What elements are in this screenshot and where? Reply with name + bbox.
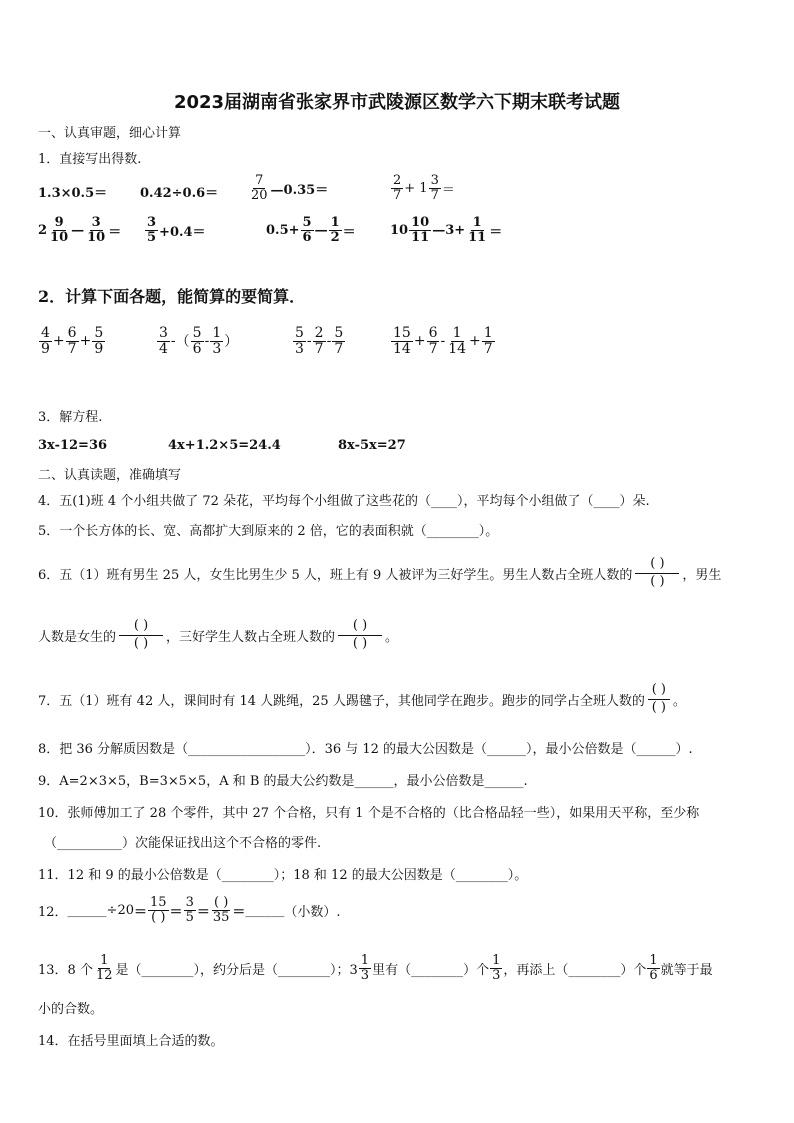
section-2-heading: 二、认真读题，准确填写 — [38, 468, 182, 483]
q11-text: 11．12 和 9 的最小公倍数是（________）；18 和 12 的最大公因数是（________）。 — [38, 868, 528, 883]
q1-item-d: $\frac{2}{7}$ + 1 $\frac{3}{7}$ ＝ — [393, 173, 455, 203]
q2-item-d: $\frac{15}{14}$ + $\frac{6}{7}$ - $\frac{1}{14}$ + $\frac{1}{7}$ — [393, 325, 493, 357]
q3-eq-b: 4x+1.2×5=24.4 — [168, 438, 281, 453]
q5-text: 5．一个长方体的长、宽、高都扩大到原来的 2 倍，它的表面积就（________）。 — [38, 524, 499, 539]
q3-label: 3．解方程. — [38, 410, 103, 425]
q9-text: 9．A=2×3×5，B=3×5×5，A 和 B 的最大公约数是______，最小公倍数是______. — [38, 774, 528, 789]
q6-line-2: 人数是女生的 ( ) ( ) ，三好学生人数占全班人数的 ( ) ( ) 。 — [38, 618, 399, 651]
answer-fraction-blank[interactable]: ( ) ( ) — [338, 618, 382, 653]
q1-item-g: 0.5+ $\frac{5}{6}$ — $\frac{1}{2}$ ＝ — [266, 215, 356, 245]
q1-item-e: 2 $\frac{9}{10}$ — $\frac{3}{10}$ ＝ — [38, 215, 122, 245]
q13-line-1: 13．8 个 $\frac{1}{12}$ 是（________），约分后是（________）；3 $\frac{1}{3}$ 里有（________）个 $\frac{1}{3}$ ，再添上（________）个 $\frac{1}{6}$ 就等于最 — [38, 953, 713, 983]
q13-line-2: 小的合数。 — [38, 1002, 104, 1017]
q1-label: 1．直接写出得数. — [38, 152, 142, 167]
answer-fraction-blank[interactable]: ( ) ( ) — [119, 618, 163, 653]
fraction: $\frac{1}{2}$ — [330, 215, 340, 245]
q10-line-1: 10．张师傅加工了 28 个零件，其中 27 个合格，只有 1 个是不合格的（比合格品轻一些），如果用天平称，至少称 — [38, 806, 700, 821]
q6-line-1: 6．五（1）班有男生 25 人，女生比男生少 5 人，班上有 9 人被评为三好学生。男生人数占全班人数的 ( ) ( ) ，男生 — [38, 556, 722, 589]
fraction: $\frac{3}{5}$ — [147, 215, 157, 245]
q2-item-a: $\frac{4}{9}$ + $\frac{6}{7}$ + $\frac{5}{9}$ — [41, 325, 104, 357]
q2-label: 2．计算下面各题，能简算的要简算． — [38, 287, 306, 306]
q7-text: 7．五（1）班有 42 人，课间时有 14 人跳绳，25 人踢毽子，其他同学在跑步。跑步的同学占全班人数的 ( ) ( ) 。 — [38, 682, 686, 715]
fraction: $\frac{9}{10}$ — [50, 215, 69, 245]
page-title: 2023届湖南省张家界市武陵源区数学六下期末联考试题 — [173, 92, 621, 113]
fraction: $\frac{2}{7}$ — [393, 173, 402, 203]
q3-eq-a: 3x-12=36 — [38, 438, 108, 453]
fraction: $\frac{10}{11}$ — [411, 215, 430, 245]
q3-eq-c: 8x-5x=27 — [338, 438, 406, 453]
fraction: $\frac{1}{11}$ — [468, 215, 487, 245]
section-1-heading: 一、认真审题，细心计算 — [38, 126, 182, 141]
q14-text: 14．在括号里面填上合适的数。 — [38, 1034, 224, 1049]
q12-text: 12． ______ ÷20 ＝ $\frac{15}{( )}$ ＝ $\frac{3}{5}$ ＝ $\frac{( )}{35}$ ＝ ______ （小数）. — [38, 895, 341, 925]
q4-text: 4．五(1)班 4 个小组共做了 72 朵花，平均每个小组做了这些花的（____），平均每个小组做了（____）朵. — [38, 494, 650, 509]
answer-fraction-blank[interactable]: ( ) ( ) — [648, 682, 670, 717]
q10-line-2: （__________）次能保证找出这个不合格的零件. — [44, 836, 322, 851]
fraction: $\frac{7}{20}$ — [251, 173, 268, 203]
fraction: $\frac{3}{7}$ — [430, 173, 439, 203]
fraction: $\frac{5}{6}$ — [302, 215, 312, 245]
q2-item-b: $\frac{3}{4}$ - （ $\frac{5}{6}$ - $\frac{1}{3}$ ） — [159, 325, 239, 357]
q8-text: 8．把 36 分解质因数是（__________________）．36 与 12 的最大公因数是（______），最小公倍数是（______）. — [38, 742, 693, 757]
answer-fraction-blank[interactable]: ( ) ( ) — [635, 556, 679, 591]
q1-item-a: 1.3×0.5＝ — [38, 186, 108, 201]
q2-item-c: $\frac{5}{3}$ - $\frac{2}{7}$ - $\frac{5}{7}$ — [295, 325, 344, 357]
q1-item-b: 0.42÷0.6＝ — [140, 186, 219, 201]
q1-item-f: $\frac{3}{5}$ +0.4＝ — [147, 215, 206, 245]
q1-item-c: $\frac{7}{20}$ —0.35＝ — [251, 173, 329, 203]
q1-item-h: 10 $\frac{10}{11}$ —3+ $\frac{1}{11}$ ＝ — [390, 215, 503, 245]
fraction: $\frac{3}{10}$ — [87, 215, 106, 245]
